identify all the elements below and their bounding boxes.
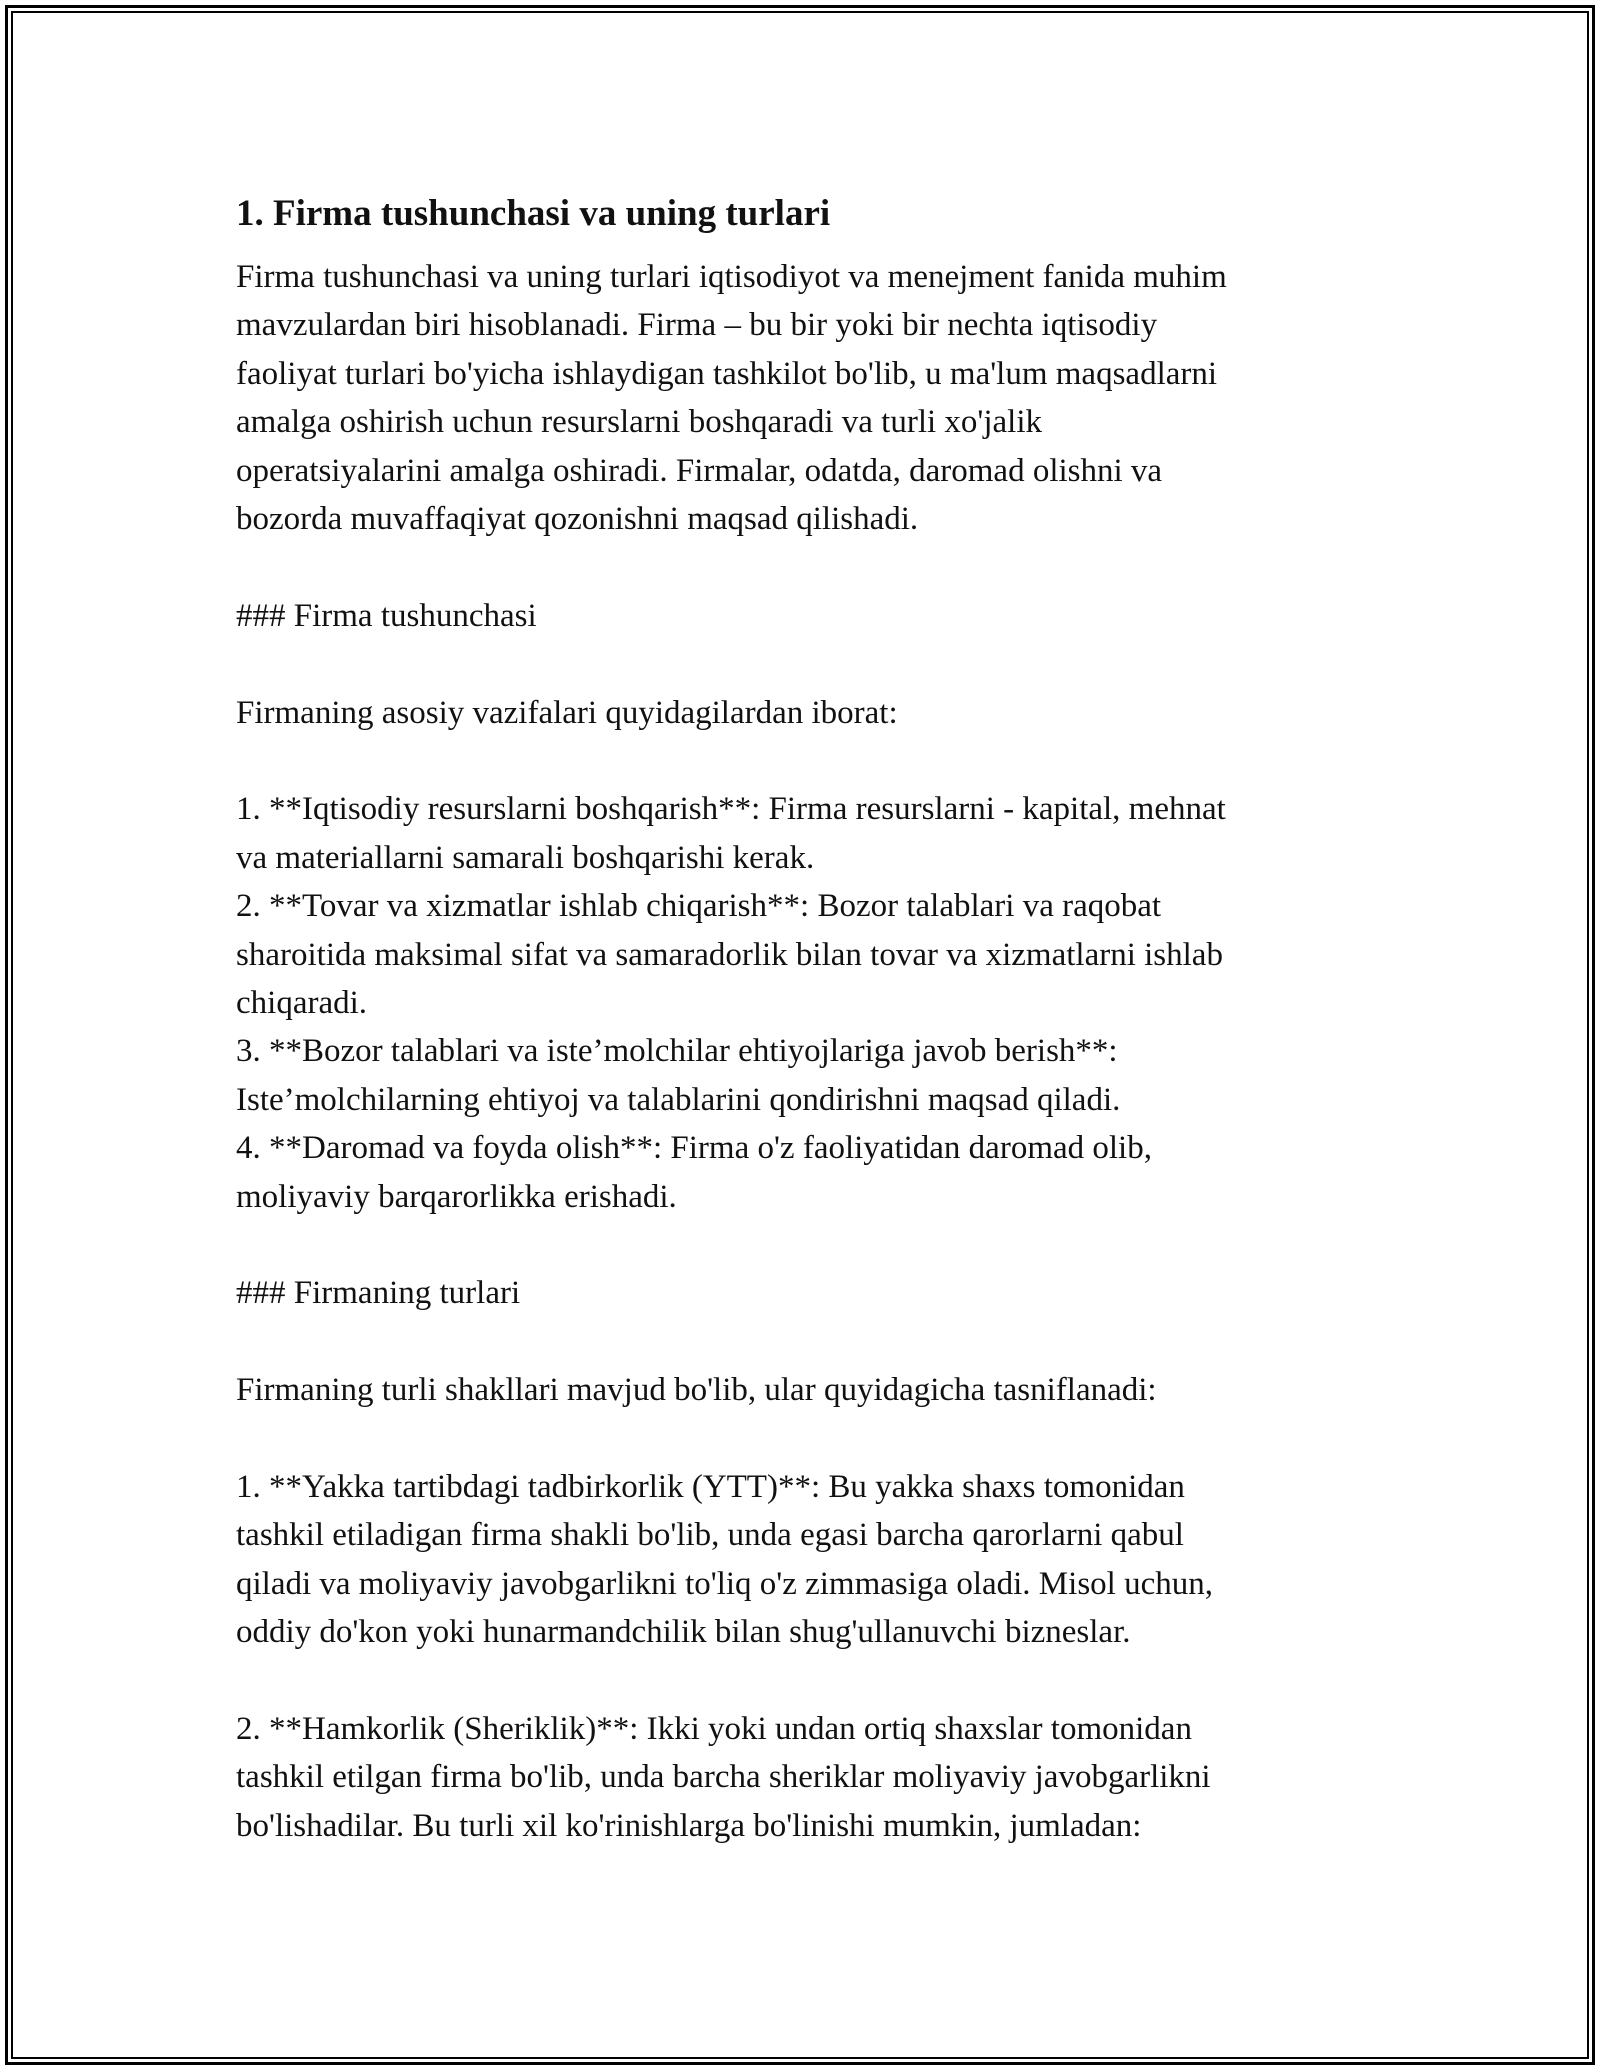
text-line: bozorda muvaffaqiyat qozonishni maqsad qilishadi. bbox=[236, 501, 919, 538]
list-line: sharoitida maksimal sifat va samaradorlik bilan tovar va xizmatlarni ishlab bbox=[236, 936, 1223, 973]
list-line: moliyaviy barqarorlikka erishadi. bbox=[236, 1178, 677, 1215]
text-line: operatsiyalarini amalga oshiradi. Firmalar, odatda, daromad olishni va bbox=[236, 452, 1163, 489]
list-line: Iste’molchilarning ehtiyoj va talablarini qondirishni maqsad qiladi. bbox=[236, 1081, 1121, 1118]
list-line: oddiy do'kon yoki hunarmandchilik bilan shug'ullanuvchi bizneslar. bbox=[236, 1614, 1131, 1651]
intro-paragraph bbox=[236, 253, 1366, 543]
text-line: Firma tushunchasi va uning turlari iqtisodiyot va menejment fanida muhim bbox=[236, 259, 1227, 295]
list-line: 1. **Yakka tartibdagi tadbirkorlik (YTT)**: Bu yakka shaxs tomonidan bbox=[236, 1469, 1185, 1506]
functions-intro bbox=[236, 689, 1366, 737]
list-line: bo'lishadilar. Bu turli xil ko'rinishlarga bo'linishi mumkin, jumladan: bbox=[236, 1807, 1142, 1844]
list-line: va materiallarni samarali boshqarishi kerak. bbox=[236, 839, 815, 876]
functions-list bbox=[236, 785, 1366, 1221]
section-heading-firmaning-turlari bbox=[236, 1269, 1366, 1317]
type-item-1 bbox=[236, 1463, 1366, 1657]
type-item-2 bbox=[236, 1705, 1366, 1850]
types-intro bbox=[236, 1366, 1366, 1414]
section-heading-text: ### Firma tushunchasi bbox=[236, 597, 537, 634]
list-line: chiqaradi. bbox=[236, 985, 368, 1022]
page-title: 1. Firma tushunchasi va uning turlari bbox=[236, 193, 831, 234]
list-line: 3. **Bozor talablari va iste’molchilar ehtiyojlariga javob berish**: bbox=[236, 1033, 1118, 1070]
list-line: 2. **Tovar va xizmatlar ishlab chiqarish**: Bozor talablari va raqobat bbox=[236, 888, 1162, 925]
text-line: Firmaning turli shakllari mavjud bo'lib, ular quyidagicha tasniflanadi: bbox=[236, 1372, 1157, 1409]
list-line: tashkil etilgan firma bo'lib, unda barcha sheriklar moliyaviy javobgarlikni bbox=[236, 1759, 1211, 1796]
section-heading-firma-tushunchasi bbox=[236, 592, 1366, 640]
document-body bbox=[236, 186, 1366, 1850]
text-line: faoliyat turlari bo'yicha ishlaydigan tashkilot bo'lib, u ma'lum maqsadlarni bbox=[236, 355, 1218, 392]
list-line: 1. **Iqtisodiy resurslarni boshqarish**: Firma resurslarni - kapital, mehnat bbox=[236, 791, 1226, 828]
section-heading-text: ### Firmaning turlari bbox=[236, 1275, 521, 1312]
text-line: amalga oshirish uchun resurslarni boshqaradi va turli xo'jalik bbox=[236, 404, 1043, 441]
list-line: 4. **Daromad va foyda olish**: Firma o'z faoliyatidan daromad olib, bbox=[236, 1130, 1152, 1167]
list-line: qiladi va moliyaviy javobgarlikni to'liq o'z zimmasiga oladi. Misol uchun, bbox=[236, 1565, 1213, 1602]
list-line: tashkil etiladigan firma shakli bo'lib, unda egasi barcha qarorlarni qabul bbox=[236, 1517, 1184, 1554]
text-line: mavzulardan biri hisoblanadi. Firma – bu bir yoki bir nechta iqtisodiy bbox=[236, 307, 1158, 344]
list-line: 2. **Hamkorlik (Sheriklik)**: Ikki yoki undan ortiq shaxslar tomonidan bbox=[236, 1711, 1192, 1748]
text-line: Firmaning asosiy vazifalari quyidagilardan iborat: bbox=[236, 694, 898, 731]
